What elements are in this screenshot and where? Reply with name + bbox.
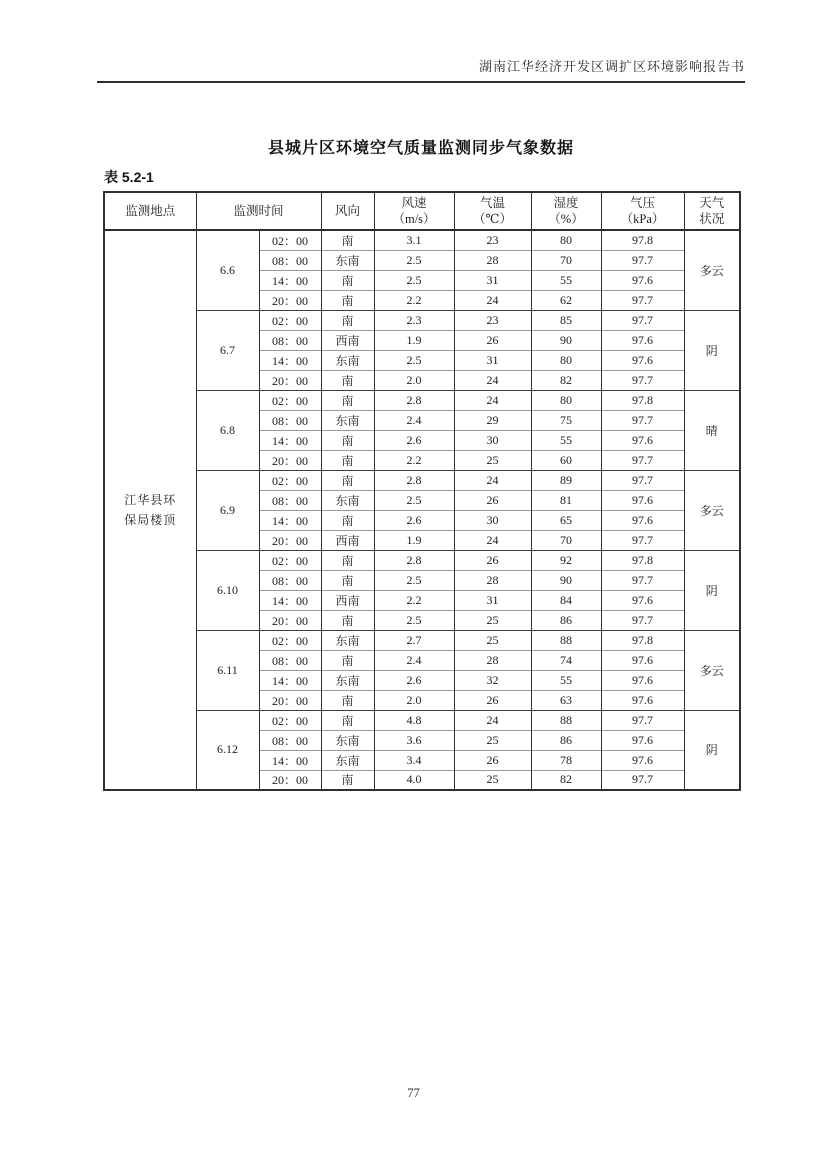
temperature-cell: 26 (454, 690, 531, 710)
pressure-label: 气压 (630, 195, 656, 210)
wind-speed-cell: 2.4 (374, 650, 454, 670)
date-cell: 6.11 (196, 630, 259, 710)
col-header-time: 监测时间 (196, 192, 321, 230)
temperature-cell: 24 (454, 470, 531, 490)
table-row (104, 710, 740, 730)
time-cell: 02：00 (259, 390, 321, 410)
humidity-cell: 90 (531, 570, 601, 590)
report-header: 湖南江华经济开发区调扩区环境影响报告书 (97, 56, 745, 83)
weather-label-line2: 状况 (699, 212, 725, 226)
humidity-cell: 85 (531, 310, 601, 330)
humidity-cell: 82 (531, 370, 601, 390)
humidity-cell: 74 (531, 650, 601, 670)
col-header-wind-speed (374, 192, 454, 230)
temperature-cell: 26 (454, 490, 531, 510)
temperature-cell: 26 (454, 550, 531, 570)
time-cell: 14：00 (259, 750, 321, 770)
time-cell: 20：00 (259, 370, 321, 390)
wind-direction-cell: 南 (321, 610, 374, 630)
date-cell: 6.7 (196, 310, 259, 390)
humidity-cell: 63 (531, 690, 601, 710)
pressure-cell: 97.7 (601, 570, 684, 590)
pressure-cell: 97.7 (601, 290, 684, 310)
humidity-cell: 80 (531, 230, 601, 250)
wind-direction-cell: 南 (321, 550, 374, 570)
time-cell: 02：00 (259, 710, 321, 730)
temperature-cell: 29 (454, 410, 531, 430)
wind-direction-cell: 东南 (321, 750, 374, 770)
pressure-cell: 97.7 (601, 610, 684, 630)
wind-speed-cell: 2.5 (374, 570, 454, 590)
wind-direction-cell: 南 (321, 270, 374, 290)
pressure-cell: 97.6 (601, 430, 684, 450)
wind-direction-cell: 南 (321, 370, 374, 390)
humidity-cell: 92 (531, 550, 601, 570)
weather-condition-cell: 多云 (684, 470, 740, 550)
temperature-cell: 31 (454, 350, 531, 370)
wind-speed-label: 风速 (401, 195, 427, 210)
table-row (104, 470, 740, 490)
wind-speed-cell: 1.9 (374, 330, 454, 350)
pressure-cell: 97.8 (601, 630, 684, 650)
table-row (104, 630, 740, 650)
wind-speed-cell: 3.6 (374, 730, 454, 750)
time-cell: 14：00 (259, 270, 321, 290)
time-cell: 08：00 (259, 330, 321, 350)
table-row (104, 390, 740, 410)
humidity-cell: 86 (531, 730, 601, 750)
humidity-cell: 55 (531, 430, 601, 450)
temperature-unit: （℃） (473, 212, 512, 226)
wind-direction-cell: 东南 (321, 350, 374, 370)
temperature-cell: 26 (454, 330, 531, 350)
weather-condition-cell: 晴 (684, 390, 740, 470)
pressure-cell: 97.6 (601, 690, 684, 710)
humidity-cell: 86 (531, 610, 601, 630)
wind-direction-cell: 东南 (321, 630, 374, 650)
temperature-cell: 25 (454, 770, 531, 790)
wind-speed-cell: 4.8 (374, 710, 454, 730)
humidity-cell: 78 (531, 750, 601, 770)
time-cell: 02：00 (259, 470, 321, 490)
pressure-cell: 97.6 (601, 670, 684, 690)
time-cell: 02：00 (259, 310, 321, 330)
time-cell: 14：00 (259, 510, 321, 530)
pressure-unit: （kPa） (620, 212, 665, 226)
col-header-weather (684, 192, 740, 230)
wind-speed-cell: 2.5 (374, 250, 454, 270)
table-row (104, 550, 740, 570)
col-header-wind-direction: 风向 (321, 192, 374, 230)
temperature-cell: 25 (454, 630, 531, 650)
humidity-cell: 75 (531, 410, 601, 430)
col-header-humidity (531, 192, 601, 230)
temperature-cell: 30 (454, 430, 531, 450)
col-header-location: 监测地点 (104, 192, 196, 230)
wind-speed-cell: 2.6 (374, 430, 454, 450)
table-label: 表 5.2-1 (104, 169, 154, 185)
pressure-cell: 97.7 (601, 310, 684, 330)
wind-direction-cell: 东南 (321, 410, 374, 430)
wind-speed-cell: 4.0 (374, 770, 454, 790)
humidity-cell: 84 (531, 590, 601, 610)
page-content (97, 0, 745, 791)
wind-speed-cell: 2.5 (374, 610, 454, 630)
wind-speed-cell: 2.0 (374, 690, 454, 710)
temperature-cell: 25 (454, 610, 531, 630)
wind-speed-cell: 2.8 (374, 470, 454, 490)
time-cell: 08：00 (259, 570, 321, 590)
wind-speed-cell: 2.5 (374, 490, 454, 510)
wind-direction-cell: 南 (321, 770, 374, 790)
temperature-cell: 25 (454, 450, 531, 470)
weather-condition-cell: 多云 (684, 230, 740, 310)
temperature-cell: 28 (454, 650, 531, 670)
table-header-row (104, 192, 740, 230)
time-cell: 14：00 (259, 430, 321, 450)
time-cell: 08：00 (259, 410, 321, 430)
wind-direction-cell: 南 (321, 290, 374, 310)
date-cell: 6.10 (196, 550, 259, 630)
humidity-cell: 65 (531, 510, 601, 530)
wind-direction-cell: 南 (321, 450, 374, 470)
pressure-cell: 97.8 (601, 550, 684, 570)
wind-speed-cell: 2.5 (374, 350, 454, 370)
wind-speed-cell: 1.9 (374, 530, 454, 550)
pressure-cell: 97.6 (601, 490, 684, 510)
pressure-cell: 97.7 (601, 530, 684, 550)
time-cell: 14：00 (259, 670, 321, 690)
weather-condition-cell: 阴 (684, 310, 740, 390)
temperature-cell: 24 (454, 710, 531, 730)
temperature-cell: 26 (454, 750, 531, 770)
time-cell: 02：00 (259, 230, 321, 250)
wind-speed-cell: 2.2 (374, 590, 454, 610)
time-cell: 08：00 (259, 650, 321, 670)
page-title: 县城片区环境空气质量监测同步气象数据 (267, 140, 574, 157)
wind-direction-cell: 南 (321, 310, 374, 330)
wind-direction-cell: 南 (321, 230, 374, 250)
wind-direction-cell: 西南 (321, 530, 374, 550)
pressure-cell: 97.6 (601, 510, 684, 530)
date-cell: 6.8 (196, 390, 259, 470)
temperature-cell: 30 (454, 510, 531, 530)
page-number: 77 (407, 1086, 420, 1100)
pressure-cell: 97.6 (601, 350, 684, 370)
wind-speed-cell: 2.4 (374, 410, 454, 430)
humidity-cell: 82 (531, 770, 601, 790)
wind-direction-cell: 南 (321, 430, 374, 450)
humidity-unit: （%） (548, 212, 584, 226)
time-cell: 14：00 (259, 590, 321, 610)
col-header-temperature (454, 192, 531, 230)
humidity-cell: 80 (531, 350, 601, 370)
wind-direction-cell: 东南 (321, 730, 374, 750)
pressure-cell: 97.6 (601, 650, 684, 670)
humidity-cell: 89 (531, 470, 601, 490)
temperature-cell: 23 (454, 310, 531, 330)
weather-data-table (103, 191, 741, 791)
wind-direction-cell: 南 (321, 650, 374, 670)
temperature-cell: 32 (454, 670, 531, 690)
pressure-cell: 97.8 (601, 390, 684, 410)
pressure-cell: 97.6 (601, 590, 684, 610)
time-cell: 20：00 (259, 770, 321, 790)
pressure-cell: 97.7 (601, 450, 684, 470)
wind-direction-cell: 南 (321, 690, 374, 710)
weather-table-body (104, 230, 740, 790)
time-cell: 20：00 (259, 610, 321, 630)
pressure-cell: 97.7 (601, 770, 684, 790)
wind-direction-cell: 南 (321, 570, 374, 590)
wind-speed-cell: 2.8 (374, 390, 454, 410)
weather-condition-cell: 阴 (684, 710, 740, 790)
temperature-cell: 23 (454, 230, 531, 250)
time-cell: 20：00 (259, 290, 321, 310)
humidity-cell: 70 (531, 530, 601, 550)
time-cell: 20：00 (259, 450, 321, 470)
humidity-cell: 90 (531, 330, 601, 350)
location-line2: 保局楼顶 (124, 513, 177, 527)
monitor-location-cell (104, 230, 196, 790)
wind-direction-cell: 南 (321, 390, 374, 410)
pressure-cell: 97.6 (601, 750, 684, 770)
wind-direction-cell: 东南 (321, 670, 374, 690)
wind-direction-cell: 西南 (321, 590, 374, 610)
temperature-cell: 24 (454, 290, 531, 310)
wind-direction-cell: 西南 (321, 330, 374, 350)
wind-speed-cell: 2.5 (374, 270, 454, 290)
wind-speed-cell: 2.0 (374, 370, 454, 390)
wind-speed-cell: 2.6 (374, 670, 454, 690)
pressure-cell: 97.6 (601, 730, 684, 750)
temperature-cell: 24 (454, 370, 531, 390)
wind-direction-cell: 东南 (321, 250, 374, 270)
wind-direction-cell: 南 (321, 710, 374, 730)
wind-speed-cell: 2.6 (374, 510, 454, 530)
temperature-cell: 28 (454, 570, 531, 590)
weather-condition-cell: 多云 (684, 630, 740, 710)
table-row (104, 310, 740, 330)
humidity-label: 湿度 (553, 195, 579, 210)
wind-speed-unit: （m/s） (392, 212, 436, 226)
pressure-cell: 97.7 (601, 470, 684, 490)
temperature-cell: 25 (454, 730, 531, 750)
time-cell: 20：00 (259, 690, 321, 710)
wind-speed-cell: 2.2 (374, 450, 454, 470)
pressure-cell: 97.8 (601, 230, 684, 250)
pressure-cell: 97.7 (601, 410, 684, 430)
humidity-cell: 80 (531, 390, 601, 410)
pressure-cell: 97.6 (601, 270, 684, 290)
temperature-cell: 24 (454, 530, 531, 550)
date-cell: 6.12 (196, 710, 259, 790)
time-cell: 08：00 (259, 490, 321, 510)
time-cell: 02：00 (259, 630, 321, 650)
wind-speed-cell: 2.7 (374, 630, 454, 650)
table-row (104, 230, 740, 250)
date-cell: 6.6 (196, 230, 259, 310)
wind-direction-cell: 东南 (321, 490, 374, 510)
pressure-cell: 97.7 (601, 710, 684, 730)
time-cell: 20：00 (259, 530, 321, 550)
date-cell: 6.9 (196, 470, 259, 550)
temperature-cell: 28 (454, 250, 531, 270)
location-line1: 江华县环 (124, 492, 177, 507)
wind-direction-cell: 南 (321, 510, 374, 530)
time-cell: 02：00 (259, 550, 321, 570)
time-cell: 08：00 (259, 250, 321, 270)
humidity-cell: 81 (531, 490, 601, 510)
humidity-cell: 60 (531, 450, 601, 470)
wind-speed-cell: 2.8 (374, 550, 454, 570)
time-cell: 14：00 (259, 350, 321, 370)
pressure-cell: 97.6 (601, 330, 684, 350)
pressure-cell: 97.7 (601, 370, 684, 390)
time-cell: 08：00 (259, 730, 321, 750)
wind-speed-cell: 2.3 (374, 310, 454, 330)
col-header-pressure (601, 192, 684, 230)
humidity-cell: 62 (531, 290, 601, 310)
wind-direction-cell: 南 (321, 470, 374, 490)
humidity-cell: 88 (531, 710, 601, 730)
humidity-cell: 55 (531, 270, 601, 290)
temperature-cell: 24 (454, 390, 531, 410)
temperature-cell: 31 (454, 590, 531, 610)
wind-speed-cell: 3.1 (374, 230, 454, 250)
weather-label-line1: 天气 (699, 195, 725, 210)
pressure-cell: 97.7 (601, 250, 684, 270)
temperature-cell: 31 (454, 270, 531, 290)
humidity-cell: 55 (531, 670, 601, 690)
humidity-cell: 88 (531, 630, 601, 650)
weather-condition-cell: 阴 (684, 550, 740, 630)
wind-speed-cell: 3.4 (374, 750, 454, 770)
humidity-cell: 70 (531, 250, 601, 270)
wind-speed-cell: 2.2 (374, 290, 454, 310)
temperature-label: 气温 (480, 195, 506, 210)
